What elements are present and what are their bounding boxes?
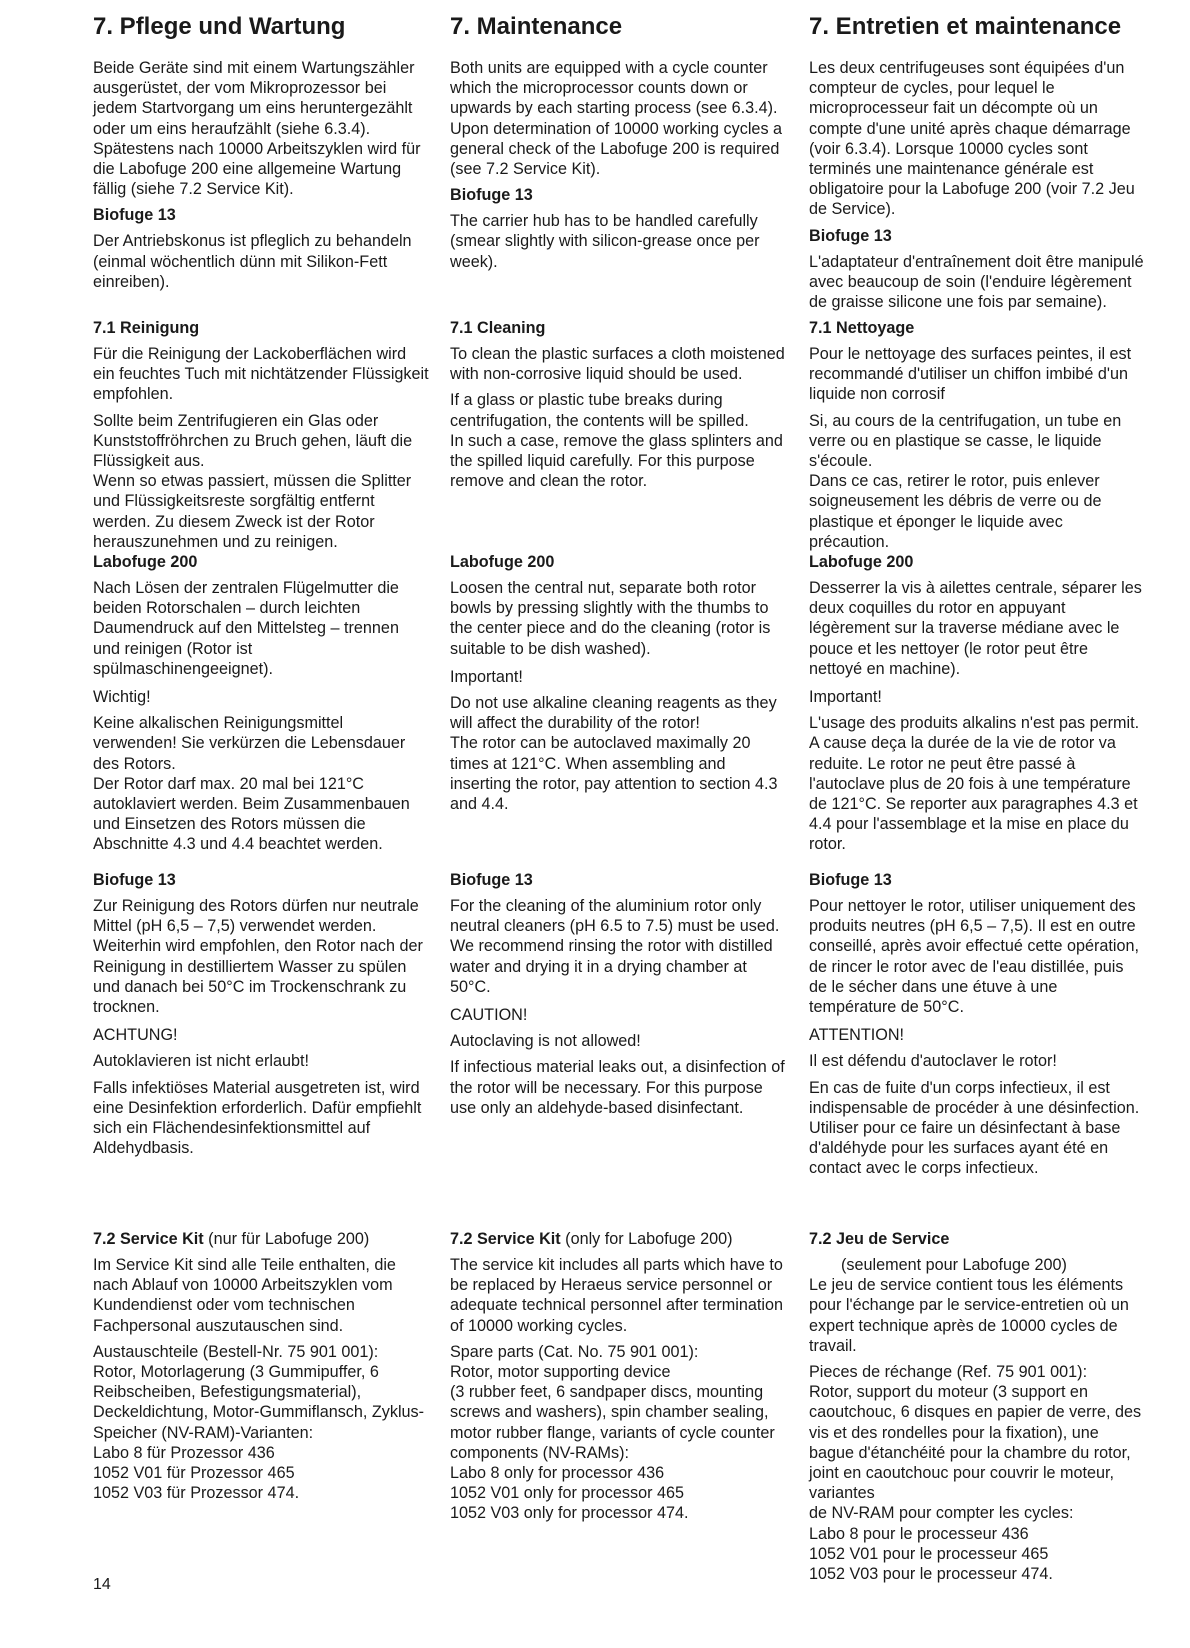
- caution-text: Il est défendu d'autoclaver le rotor!: [809, 1052, 1057, 1071]
- service-kit-text-1: Le jeu de service contient tous les éléments pour l'échange par le service-entretien où un expert technique après de 10000 cycles de travail.: [809, 1276, 1129, 1355]
- labofuge-heading: Labofuge 200: [93, 553, 198, 571]
- cleaning-section: [93, 318, 429, 558]
- cleaning-heading: 7.1 Cleaning: [450, 319, 546, 337]
- service-kit-title: 7.2 Service Kit: [450, 1230, 561, 1248]
- important-label: Important!: [809, 688, 882, 707]
- important-label: Wichtig!: [93, 688, 151, 707]
- cleaning-text-1: Pour le nettoyage des surfaces peintes, il est recommandé d'utiliser un chiffon imbibé d'un liquide non corrosif: [809, 345, 1132, 404]
- intro-block: [93, 58, 429, 199]
- biofuge-cleaning-text: Zur Reinigung des Rotors dürfen nur neutrale Mittel (pH 6,5 – 7,5) verwendet werden. Weiterhin wird empfohlen, den Rotor nach der Reinigung in destilliertem Wasser zu spülen und danach bei 50°C im Trockenschrank zu trocknen.: [93, 897, 423, 1017]
- section-title: 7. Maintenance: [450, 13, 623, 40]
- cleaning-text-2: Sollte beim Zentrifugieren ein Glas oder Kunststoffröhrchen zu Bruch gehen, läuft die Flüssigkeit aus. Wenn so etwas passiert, müssen die Splitter und Flüssigkeitsreste sorgfältig entfernt werden. Zu diesem Zweck ist der Rotor herauszunehmen und zu reinigen.: [93, 411, 413, 551]
- biofuge-cleaning-section: [93, 870, 429, 1164]
- labofuge-text: Nach Lösen der zentralen Flügelmutter die beiden Rotorschalen – durch leichten Daumendruck auf den Mittelsteg – trennen und reinigen (Rotor ist spülmaschinengeeignet).: [93, 579, 399, 678]
- cleaning-text-2: If a glass or plastic tube breaks during centrifugation, the contents will be spilled. In such a case, remove the glass splinters and the spilled liquid carefully. For this purpose remove and clean the rotor.: [450, 391, 783, 491]
- caution-label: CAUTION!: [450, 1006, 528, 1025]
- service-kit-section: [93, 1229, 429, 1509]
- biofuge-heading: Biofuge 13: [93, 206, 176, 225]
- cleaning-text-2: Si, au cours de la centrifugation, un tube en verre ou en plastique se casse, le liquide s'écoule. Dans ce cas, retirer le rotor, puis enlever soigneusement les débris de verre ou de plastique et éponger le liquide avec précaution.: [809, 411, 1122, 551]
- service-kit-title: 7.2 Service Kit: [93, 1230, 204, 1248]
- biofuge-heading: Biofuge 13: [809, 226, 892, 245]
- cleaning-heading: 7.1 Nettoyage: [809, 319, 915, 337]
- biofuge-text: Der Antriebskonus ist pfleglich zu behandeln (einmal wöchentlich dünn mit Silikon-Fett einreiben).: [93, 232, 412, 291]
- infectious-text: En cas de fuite d'un corps infectieux, il est indispensable de procéder à une désinfection. Utiliser pour ce faire un désinfectant à base d'aldéhyde pour les surfaces ayant été en contact avec le corps infectieux.: [809, 1078, 1140, 1178]
- intro-block: [809, 58, 1145, 220]
- service-kit-text-2: Pieces de réchange (Ref. 75 901 001): Rotor, support du moteur (3 support en caoutchouc, 6 disques en papier de verre, des vis et des rondelles pour la fixation), une bague d'étanchéité pour la chambre du rotor, joint en caoutchouc pour couvrir le moteur, variantes de NV-RAM pour compter les cycles: Labo 8 pour le processeur 436 1052 V01 pour le processeur 465 1052 V03 pour le processeur 474.: [809, 1363, 1142, 1584]
- cleaning-section: [809, 318, 1145, 558]
- labofuge-text: Loosen the central nut, separate both rotor bowls by pressing slightly with the thumbs to the center piece and do the cleaning (rotor is suitable to be dish washed).: [450, 579, 771, 658]
- service-kit-title-suffix: (nur für Labofuge 200): [203, 1230, 370, 1248]
- service-kit-section: [809, 1229, 1145, 1590]
- service-kit-text-1: Im Service Kit sind alle Teile enthalten, die nach Ablauf von 10000 Arbeitszyklen vom Kundendienst oder vom technischen Fachpersonal auszutauschen sind.: [93, 1256, 396, 1335]
- cleaning-section: [450, 318, 786, 497]
- labofuge-section: [450, 552, 786, 820]
- column-german: [93, 12, 429, 1503]
- intro-text: Both units are equipped with a cycle counter which the microprocessor counts down or upwards by each starting process (see 6.3.4). Upon determination of 10000 working cycles a general check of the Labofuge 200 is required (see 7.2 Service Kit).: [450, 59, 783, 179]
- biofuge-care-block: [93, 205, 429, 292]
- biofuge-cleaning-text: For the cleaning of the aluminium rotor only neutral cleaners (pH 6.5 to 7.5) must be used. We recommend rinsing the rotor with distilled water and drying it in a drying chamber at 50°C.: [450, 897, 780, 996]
- important-text: L'usage des produits alkalins n'est pas permit. A cause deça la durée de la vie de rotor va reduite. Le rotor ne peut être passé à l'autoclave plus de 20 fois à une température de 121°C. Se reporter aux paragraphes 4.3 et 4.4 pour l'assemblage et la mise en place du rotor.: [809, 714, 1140, 854]
- service-kit-heading: [809, 1229, 1145, 1249]
- section-title: 7. Entretien et maintenance: [809, 13, 1122, 40]
- important-text: Do not use alkaline cleaning reagents as they will affect the durability of the rotor! The rotor can be autoclaved maximally 20 times at 121°C. When assembling and inserting the rotor, pay attention to section 4.3 and 4.4.: [450, 694, 778, 814]
- labofuge-text: Desserrer la vis à ailettes centrale, séparer les deux coquilles du rotor en appuyant légèrement sur la traverse médiane avec le pouce et les nettoyer (le rotor peut être nettoyé en machine).: [809, 579, 1142, 678]
- biofuge-cleaning-heading: Biofuge 13: [450, 871, 533, 889]
- biofuge-cleaning-heading: Biofuge 13: [809, 871, 892, 889]
- service-kit-text-1: The service kit includes all parts which have to be replaced by Heraeus service personnel or adequate technical personnel after termination of 10000 working cycles.: [450, 1256, 783, 1335]
- biofuge-care-block: [809, 226, 1145, 313]
- column-english: [450, 12, 786, 1523]
- labofuge-heading: Labofuge 200: [450, 553, 555, 571]
- intro-text: Beide Geräte sind mit einem Wartungszähler ausgerüstet, der vom Mikroprozessor bei jedem Startvorgang um eins heruntergezählt oder um eins heraufzählt (siehe 6.3.4). Spätestens nach 10000 Arbeitszyklen wird für die Labofuge 200 eine allgemeine Wartung fällig (siehe 7.2 Service Kit).: [93, 59, 421, 199]
- intro-text: Les deux centrifugeuses sont équipées d'un compteur de cycles, pour lequel le microprocesseur fait un décompte où un compte d'une unité après chaque démarrage (voir 6.3.4). Lorsque 10000 cycles sont terminés une maintenance générale est obligatoire pour la Labofuge 200 (voir 7.2 Jeu de Service).: [809, 59, 1135, 219]
- service-kit-text-2: Spare parts (Cat. No. 75 901 001): Rotor, motor supporting device (3 rubber feet, 6 sandpaper discs, mounting screws and washers), spin chamber sealing, motor rubber flange, variants of cycle counter components (NV-RAMs): Labo 8 only for processor 436 1052 V01 only for processor 465 1052 V03 only for processor 474.: [450, 1342, 775, 1523]
- labofuge-section: [809, 552, 1145, 861]
- important-text: Keine alkalischen Reinigungsmittel verwenden! Sie verkürzen die Lebensdauer des Rotors. Der Rotor darf max. 20 mal bei 121°C autoklaviert werden. Beim Zusammenbauen und Einsetzen des Rotors müssen die Abschnitte 4.3 und 4.4 beachtet werden.: [93, 714, 410, 854]
- column-french: [809, 12, 1145, 1584]
- infectious-text: Falls infektiöses Material ausgetreten ist, wird eine Desinfektion erforderlich. Dafür empfiehlt sich ein Flächendesinfektionsmittel auf Aldehydbasis.: [93, 1078, 422, 1158]
- biofuge-cleaning-section: [450, 870, 786, 1124]
- caution-label: ATTENTION!: [809, 1026, 905, 1045]
- biofuge-heading: Biofuge 13: [450, 186, 533, 205]
- labofuge-heading: Labofuge 200: [809, 553, 914, 571]
- biofuge-care-block: [450, 185, 786, 272]
- important-label: Important!: [450, 667, 523, 686]
- biofuge-cleaning-text: Pour nettoyer le rotor, utiliser uniquement des produits neutres (pH 6,5 – 7,5). Il est en outre conseillé, après avoir effectué cette opération, de rincer le rotor avec de l'eau distillée, puis de le sécher dans une étuve à une température de 50°C.: [809, 897, 1139, 1017]
- caution-text: Autoklavieren ist nicht erlaubt!: [93, 1052, 309, 1071]
- cleaning-text-1: To clean the plastic surfaces a cloth moistened with non-corrosive liquid should be used.: [450, 345, 785, 384]
- biofuge-text: L'adaptateur d'entraînement doit être manipulé avec beaucoup de soin (l'enduire légèrement de graisse silicone une fois par semaine).: [809, 252, 1144, 312]
- biofuge-cleaning-section: [809, 870, 1145, 1185]
- section-title: 7. Pflege und Wartung: [93, 13, 346, 40]
- service-kit-heading: [450, 1229, 786, 1249]
- service-kit-title-suffix: (only for Labofuge 200): [560, 1230, 733, 1248]
- service-kit-section: [450, 1229, 786, 1530]
- biofuge-text: The carrier hub has to be handled carefully (smear slightly with silicon-grease once per week).: [450, 212, 760, 271]
- service-kit-subtitle: (seulement pour Labofuge 200): [841, 1256, 1067, 1274]
- intro-block: [450, 58, 786, 179]
- labofuge-section: [93, 552, 429, 861]
- infectious-text: If infectious material leaks out, a disinfection of the rotor will be necessary. For this purpose use only an aldehyde-based disinfectant.: [450, 1058, 785, 1117]
- caution-label: ACHTUNG!: [93, 1026, 178, 1045]
- cleaning-heading: 7.1 Reinigung: [93, 319, 200, 337]
- service-kit-text-2: Austauschteile (Bestell-Nr. 75 901 001): Rotor, Motorlagerung (3 Gummipuffer, 6 Reibscheiben, Befestigungsmaterial), Deckeldichtung, Motor-Gummiflansch, Zyklus-Speicher (NV-RAM)-Varianten: Labo 8 für Prozessor 436 1052 V01 für Prozessor 465 1052 V03 für Prozessor 474.: [93, 1342, 425, 1503]
- caution-text: Autoclaving is not allowed!: [450, 1032, 641, 1051]
- biofuge-cleaning-heading: Biofuge 13: [93, 871, 176, 889]
- service-kit-heading: [93, 1229, 429, 1249]
- service-kit-title: 7.2 Jeu de Service: [809, 1230, 950, 1248]
- cleaning-text-1: Für die Reinigung der Lackoberflächen wird ein feuchtes Tuch mit nichtätzender Flüssigkeit empfohlen.: [93, 345, 429, 404]
- page-number: 14: [93, 1576, 111, 1593]
